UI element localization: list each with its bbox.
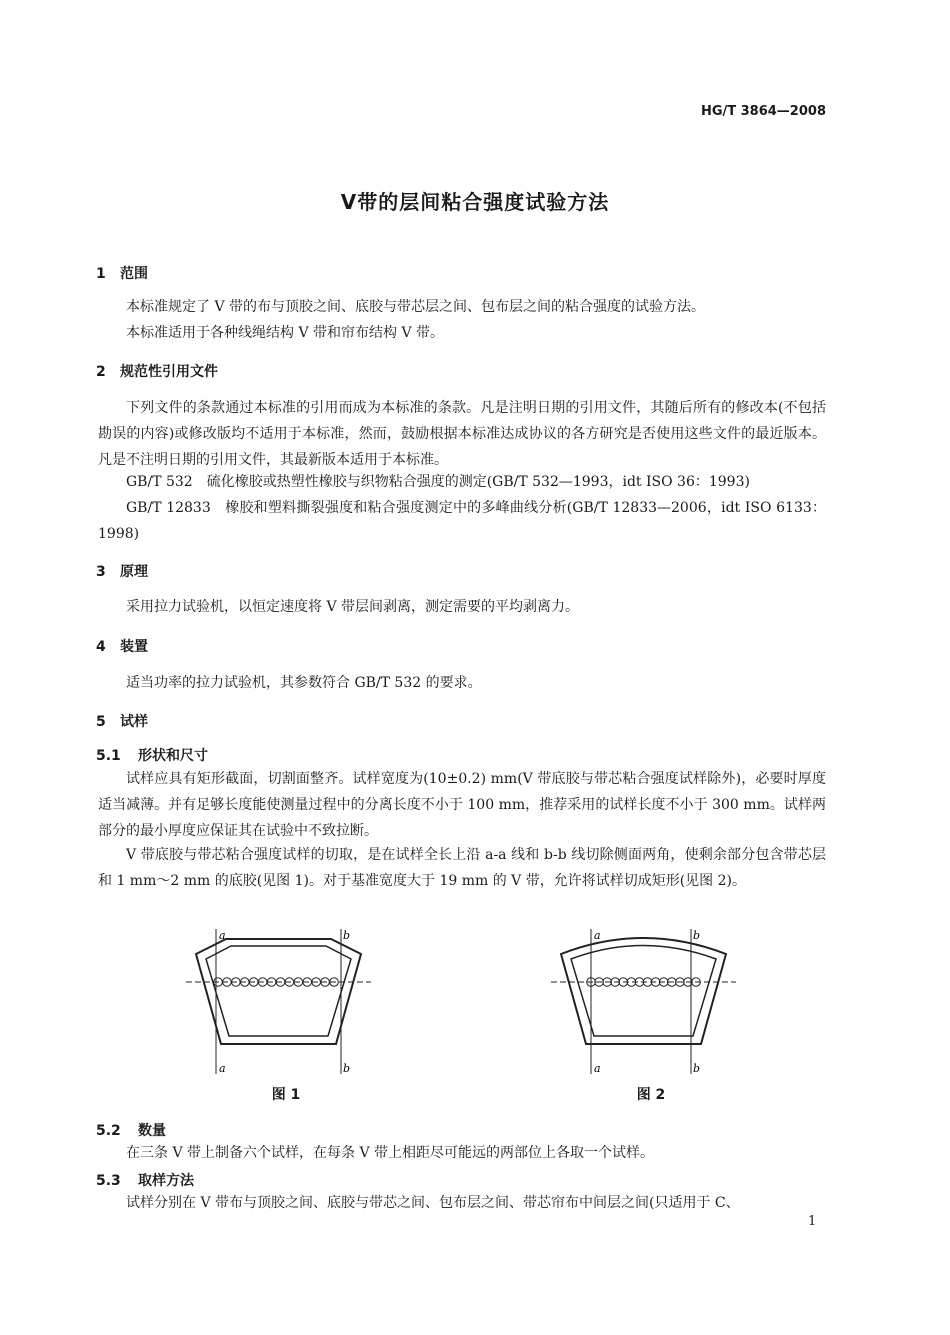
paragraph: 下列文件的条款通过本标准的引用而成为本标准的条款。凡是注明日期的引用文件，其随后所有的修改本(不包括勘误的内容)或修改版均不适用于本标准，然而，鼓励根据本标准达成协议的各方研究是否使用这些文件的最近版本。凡是不注明日期的引用文件，其最新版本适用于本标准。	[98, 400, 826, 468]
section-number: 5.2	[96, 1123, 121, 1139]
section-number: 5.1	[96, 748, 121, 764]
label-b-bottom: b	[693, 1062, 701, 1075]
section-title: 形状和尺寸	[138, 748, 208, 764]
subsection-heading-5-2	[96, 1120, 166, 1140]
section-number: 1	[96, 266, 106, 282]
reference-gbt12833: GB/T 12833 橡胶和塑料撕裂强度和粘合强度测定中的多峰曲线分析(GB/T 12833—2006，idt ISO 6133：1998)	[98, 500, 826, 542]
section-title: 试样	[120, 714, 148, 730]
section-number: 5.3	[96, 1173, 121, 1189]
paragraph: 试样分别在 V 带布与顶胶之间、底胶与带芯之间、包布层之间、带芯帘布中间层之间(只适用于 C、	[126, 1195, 740, 1211]
figure-caption: 图 2	[636, 1087, 666, 1103]
paragraph: 适当功率的拉力试验机，其参数符合 GB/T 532 的要求。	[126, 675, 482, 691]
label-a-bottom: a	[219, 1062, 226, 1075]
section-title: 范围	[120, 266, 148, 282]
label-b-top: b	[693, 929, 701, 942]
section-heading-5	[96, 711, 148, 731]
reference-gbt532: GB/T 532 硫化橡胶或热塑性橡胶与织物粘合强度的测定(GB/T 532—1993，idt ISO 36：1993)	[126, 474, 750, 490]
v-belt-cross-section-diagram	[186, 924, 376, 1084]
paragraph: 在三条 V 带上制备六个试样，在每条 V 带上相距尽可能远的两部位上各取一个试样。	[126, 1145, 655, 1161]
subsection-heading-5-1	[96, 745, 208, 765]
section-title: 取样方法	[138, 1173, 194, 1189]
label-a-top: a	[219, 929, 226, 942]
section-heading-1	[96, 263, 148, 283]
section-number: 4	[96, 639, 106, 655]
v-belt-cross-section-diagram	[551, 924, 741, 1084]
page-title: V带的层间粘合强度试验方法	[340, 190, 610, 214]
label-a-bottom: a	[594, 1062, 601, 1075]
section-heading-3	[96, 561, 148, 581]
paragraph: 本标准规定了 V 带的布与顶胶之间、底胶与带芯层之间、包布层之间的粘合强度的试验方法。	[126, 299, 706, 315]
figure-2	[551, 924, 741, 1103]
section-title: 装置	[120, 639, 148, 655]
section-heading-2	[96, 361, 218, 381]
subsection-heading-5-3	[96, 1170, 194, 1190]
section-number: 3	[96, 564, 106, 580]
figure-1	[186, 924, 376, 1103]
section-number: 2	[96, 364, 106, 380]
section-title: 规范性引用文件	[120, 364, 218, 380]
label-b-top: b	[343, 929, 351, 942]
section-title: 数量	[138, 1123, 166, 1139]
paragraph: 采用拉力试验机，以恒定速度将 V 带层间剥离，测定需要的平均剥离力。	[126, 599, 580, 615]
standard-number: HG/T 3864—2008	[700, 104, 826, 119]
label-a-top: a	[594, 929, 601, 942]
label-b-bottom: b	[343, 1062, 351, 1075]
figure-caption: 图 1	[271, 1087, 301, 1103]
section-title: 原理	[120, 564, 148, 580]
paragraph: 试样应具有矩形截面，切割面整齐。试样宽度为(10±0.2) mm(V 带底胶与带芯粘合强度试样除外)，必要时厚度适当减薄。并有足够长度能使测量过程中的分离长度不小于 100 mm，推荐采用的试样长度不小于 300 mm。试样两部分的最小厚度应保证其在试验中不致拉断。	[98, 771, 826, 839]
section-heading-4	[96, 636, 148, 656]
paragraph: 本标准适用于各种线绳结构 V 带和帘布结构 V 带。	[126, 325, 445, 341]
section-number: 5	[96, 714, 106, 730]
page-number: 1	[808, 1214, 817, 1229]
paragraph: V 带底胶与带芯粘合强度试样的切取，是在试样全长上沿 a-a 线和 b-b 线切除侧面两角，使剩余部分包含带芯层和 1 mm～2 mm 的底胶(见图 1)。对于基准宽度大于 19 mm 的 V 带，允许将试样切成矩形(见图 2)。	[98, 847, 826, 889]
